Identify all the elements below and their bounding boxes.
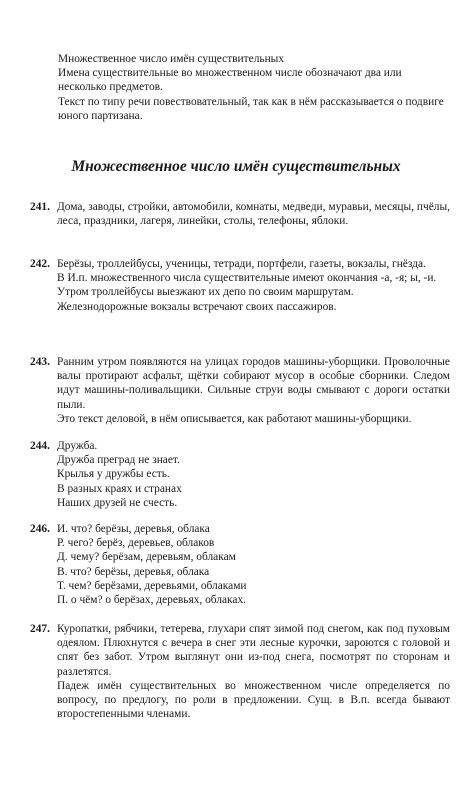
intro-section [58, 52, 450, 123]
exercise-paragraph: Ранним утром появляются на улицах городов машины-уборщики. Проволочные валы протирают асфальт, щётки собирают мусор в особые сборники. Следом идут машины-поливальщики. Сильные струи воды смывают с дороги остатки пыли. [57, 356, 450, 411]
exercise-paragraph: Куропатки, рябчики, тетерева, глухари спят зимой под снегом, как под пуховым одеялом. Плюхнутся с вечера в снег эти лесные курочки, зароются с головой и спят без забот. Утром выглянут они из-под снега, посмотрят по сторонам и разлетятся. [57, 623, 450, 678]
exercise-242 [30, 257, 450, 314]
exercise-body [57, 522, 450, 607]
poem-line: Дружба преград не знает. [57, 454, 180, 467]
exercise-conclusion: Падеж имён существительных во множественном числе определяется по вопросу, по предлогу, по роли в предложении. Сущ. в В.п. всегда бывают второстепенными членами. [57, 679, 450, 721]
exercise-body [57, 622, 450, 721]
exercise-number: 247. [30, 623, 50, 635]
case-row-instrumental: Т. чем? берёзами, деревьями, облаками [57, 579, 247, 592]
exercise-243 [30, 355, 450, 426]
case-row-accusative: В. что? берёзы, деревья, облака [57, 565, 210, 578]
exercise-body [57, 355, 450, 426]
exercise-body [57, 257, 450, 314]
intro-heading: Множественное число имён существительных [58, 53, 285, 65]
exercise-247 [30, 622, 450, 721]
section-title: Множественное число имён существительных [71, 158, 401, 175]
exercise-paragraph: Берёзы, троллейбусы, ученицы, тетради, портфели, газеты, вокзалы, гнёзда. [57, 258, 426, 270]
exercise-rule: В И.п. множественного числа существительные имеют окончания -а, -я; ы, -и. [57, 272, 437, 285]
poem-line: Крылья у дружбы есть. [57, 468, 170, 481]
exercise-246 [30, 522, 450, 607]
intro-definition: Имена существительные во множественном числе обозначают два или несколько предметов. [58, 67, 402, 94]
exercise-sentence: Железнодорожные вокзалы встречают своих пассажиров. [57, 300, 337, 313]
exercise-number: 243. [30, 356, 50, 368]
poem-line: В разных краях и странах [57, 482, 182, 495]
exercise-body [57, 439, 450, 510]
exercise-number: 246. [30, 523, 50, 535]
poem-line: Наших друзей не счесть. [57, 496, 178, 509]
exercise-conclusion: Это текст деловой, в нём описывается, как работают машины-уборщики. [57, 412, 412, 425]
case-row-genitive: Р. чего? берёз, деревьев, облаков [57, 537, 215, 550]
case-row-nominative: И. что? берёзы, деревья, облака [57, 523, 210, 535]
intro-text-type: Текст по типу речи повествовательный, так как в нём рассказывается о подвиге юного партизана. [58, 95, 444, 122]
exercise-number: 244. [30, 440, 50, 452]
exercise-paragraph: Дома, заводы, стройки, автомобили, комнаты, медведи, муравьи, месяцы, пчёлы, леса, праздники, лагеря, линейки, столы, телефоны, яблоки. [57, 201, 450, 228]
exercise-number: 241. [30, 201, 50, 213]
exercise-244 [30, 439, 450, 510]
case-row-dative: Д. чему? берёзам, деревьям, облакам [57, 551, 236, 564]
exercise-body [57, 200, 450, 228]
exercise-number: 242. [30, 258, 50, 270]
exercise-sentence: Утром троллейбусы выезжают их депо по своим маршрутам. [57, 286, 354, 299]
case-row-prepositional: П. о чём? о берёзах, деревьях, облаках. [57, 594, 247, 607]
poem-title: Дружба. [57, 440, 98, 452]
exercise-241 [30, 200, 450, 228]
